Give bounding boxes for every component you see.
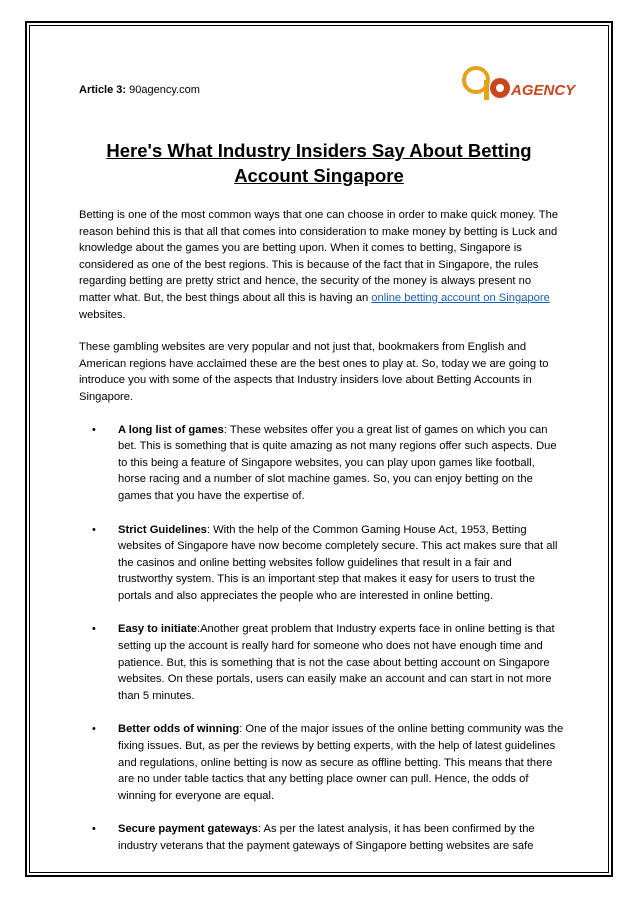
list-item-text: : These websites offer you a great list of games on which you can bet. This is something that is quite amazing as not many regions offer such aspects. Due to this being a feature of Singapore websites, you can play upon games like football, horse racing and a number of slot machine games. So, you can enjoy betting on the games that you have the expertise of. <box>118 423 557 502</box>
bullet-icon: • <box>92 723 96 736</box>
list-item <box>79 522 565 605</box>
list-item-text: : With the help of the Common Gaming House Act, 1953, Betting websites of Singapore have now become completely secure. This act makes sure that all the casinos and online betting websites follow guidelines that result in a fair and trustworthy system. This is an important step that makes it easy for users to trust the portals and also appreciates the people who are interested in online betting. <box>118 523 558 602</box>
second-paragraph: These gambling websites are very popular and not just that, bookmakers from English and American regions have acclaimed these are the best ones to play at. So, today we are going to introduce you with some of the aspects that Industry insiders love about Betting Accounts in Singapore. <box>79 341 549 403</box>
list-item-heading: Better odds of winning <box>118 723 240 736</box>
list-item <box>79 821 565 854</box>
list-item-text: :Another great problem that Industry experts face in online betting is that setting up the account is really hard for someone who does not have enough time and patience. But, this is something that is not the case about betting account on Singapore websites. On these portals, users can easily make an account and can start in not more than 5 minutes. <box>118 623 555 702</box>
list-item <box>79 621 565 704</box>
article-header <box>79 84 200 96</box>
list-item-heading: A long list of games <box>118 423 224 436</box>
title-line-2: Account Singapore <box>234 165 404 186</box>
bullet-icon: • <box>92 423 96 436</box>
title-line-1: Here's What Industry Insiders Say About Betting <box>106 140 532 161</box>
article-label: Article 3: <box>79 84 127 96</box>
logo-gear-hole <box>496 84 504 92</box>
list-item-text: : One of the major issues of the online betting community was the fixing issues. But, as per the reviews by betting experts, with the help of latest guidelines and regulations, online betting is now as secure as offline betting. This means that there are no under table tactics that any betting place owner can pull. Hence, the odds of winning for everyone are equal. <box>118 723 564 802</box>
page-title <box>79 138 559 188</box>
features-list <box>79 422 565 855</box>
list-item-heading: Easy to initiate <box>118 623 197 636</box>
bullet-icon: • <box>92 523 96 536</box>
agency-logo-graphic <box>456 62 576 108</box>
intro-text-end: websites. <box>79 308 126 321</box>
intro-paragraph <box>79 207 565 323</box>
bullet-icon: • <box>92 823 96 836</box>
list-item <box>79 422 565 505</box>
betting-account-link[interactable]: online betting account on Singapore <box>371 291 550 304</box>
agency-logo <box>456 62 576 108</box>
logo-nine-tail <box>484 80 489 100</box>
article-site: 90agency.com <box>129 84 200 96</box>
list-item-heading: Secure payment gateways <box>118 823 258 836</box>
list-item <box>79 721 565 804</box>
list-item-text: : As per the latest analysis, it has been confirmed by the industry veterans that the payment gateways of Singapore betting websites are safe <box>118 823 535 852</box>
bullet-icon: • <box>92 623 96 636</box>
article-body <box>79 207 565 872</box>
intro-text: Betting is one of the most common ways that one can choose in order to make quick money. The reason behind this is that all that comes into consideration to make money by betting is Luck and knowledge about the games you are betting upon. When it comes to betting, Singapore is considered as one of the best regions. This is because of the fact that in Singapore, the rules regarding betting are pretty strict and hence, the security of the money is always present no matter what. But, the best things about all this is having an <box>79 209 559 304</box>
list-item-heading: Strict Guidelines <box>118 523 207 536</box>
logo-wordmark: AGENCY <box>511 82 576 99</box>
